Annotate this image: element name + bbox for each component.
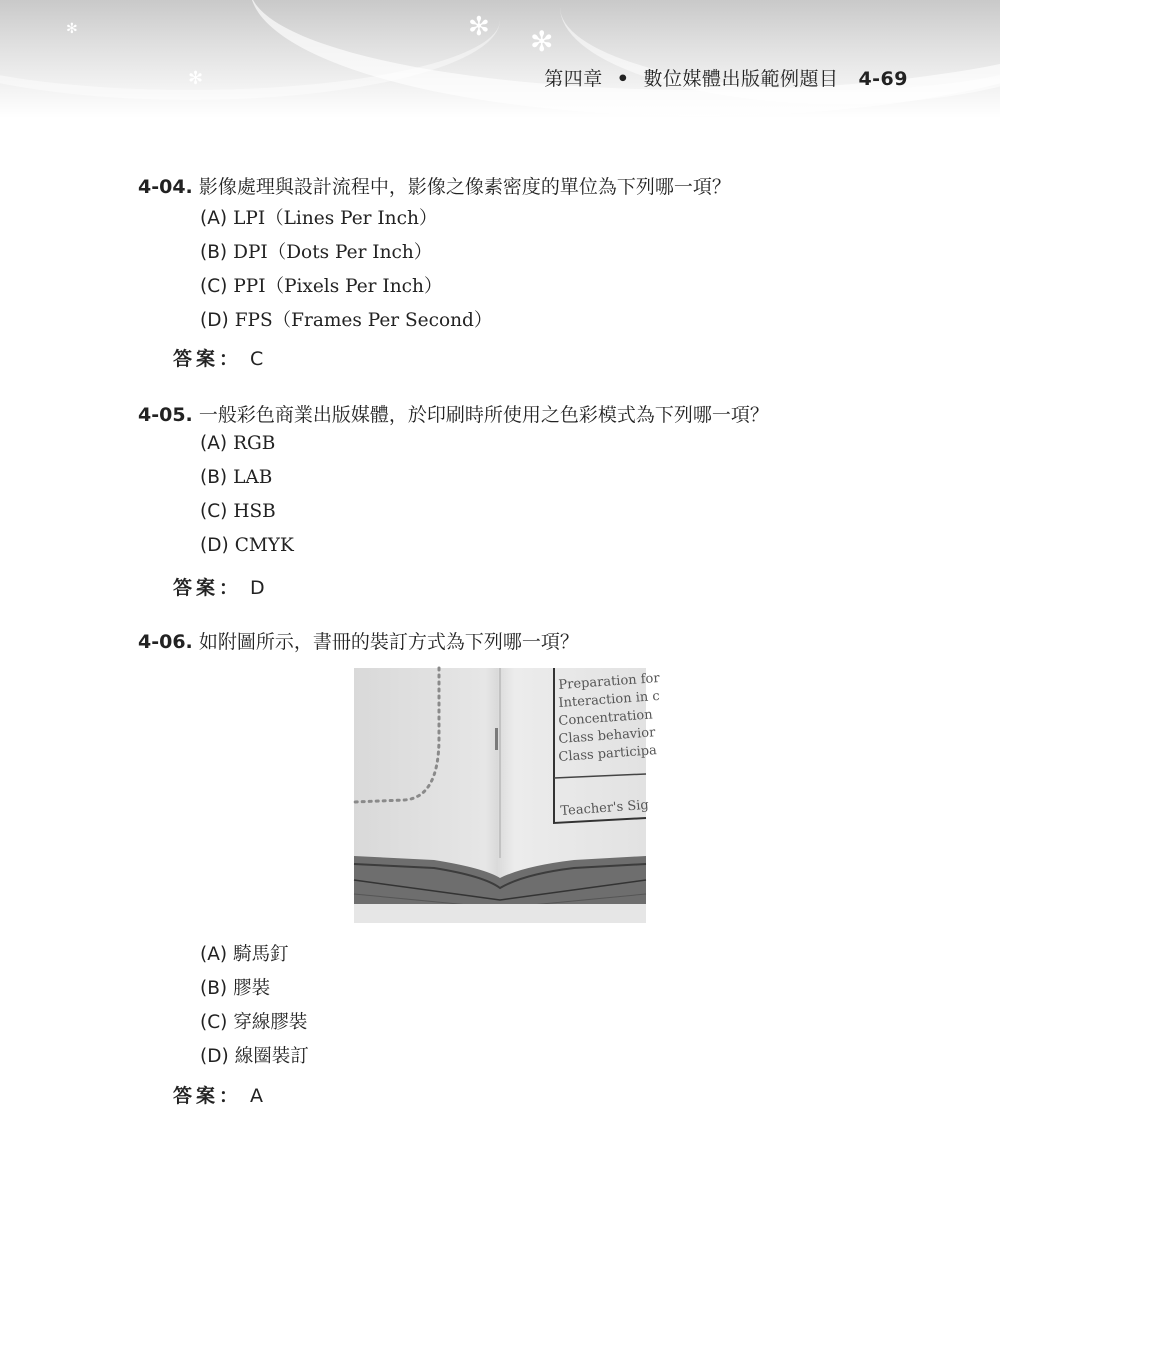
answer-line <box>173 1081 263 1108</box>
option-letter: (A) <box>200 944 228 965</box>
question-stem <box>138 400 769 427</box>
option-item <box>200 433 275 454</box>
option-item <box>200 940 289 966</box>
option-letter: (A) <box>200 208 228 229</box>
chapter-label: 第四章 <box>544 68 603 90</box>
option-letter: (D) <box>200 310 229 331</box>
page-number: 4-69 <box>858 68 908 90</box>
option-item <box>200 467 272 488</box>
question-number: 4-04. <box>138 176 193 198</box>
option-item <box>200 974 270 1000</box>
flower-icon: ✻ <box>66 21 78 37</box>
option-item <box>200 204 437 230</box>
option-letter: (A) <box>200 433 228 454</box>
book-text-line: Preparation for <box>558 670 661 693</box>
option-item <box>200 1008 307 1034</box>
option-letter: (C) <box>200 276 228 297</box>
option-item <box>200 306 492 332</box>
option-text: LAB <box>233 467 273 488</box>
question-number: 4-05. <box>138 404 193 426</box>
answer-label: 答案： <box>173 577 243 599</box>
book-text-line: Class behavior <box>558 725 656 747</box>
option-letter: (D) <box>200 1046 229 1067</box>
saddle-stitch-book-photo <box>354 668 661 923</box>
question-stem <box>138 627 579 654</box>
option-text: RGB <box>233 433 276 454</box>
option-item <box>200 501 276 522</box>
option-letter: (C) <box>200 501 228 522</box>
book-text-line: Class participa <box>558 743 658 765</box>
option-text: 騎馬釘 <box>233 944 289 965</box>
option-letter: (B) <box>200 242 228 263</box>
answer-line <box>173 344 263 371</box>
answer-line <box>173 573 265 600</box>
running-header <box>544 64 908 91</box>
option-text: FPS（Frames Per Second） <box>234 310 493 331</box>
option-item <box>200 272 442 298</box>
book-text-line: Concentration <box>558 707 654 729</box>
option-text: 膠裝 <box>233 978 271 999</box>
option-text: PPI（Pixels Per Inch） <box>233 276 443 297</box>
question-text: 如附圖所示，書冊的裝訂方式為下列哪一項？ <box>198 631 579 653</box>
option-text: CMYK <box>234 535 294 556</box>
option-letter: (D) <box>200 535 229 556</box>
flower-icon: ✻ <box>468 12 490 42</box>
option-text: 線圈裝訂 <box>234 1046 309 1067</box>
option-item <box>200 1042 309 1068</box>
answer-label: 答案： <box>173 348 243 370</box>
section-title: 數位媒體出版範例題目 <box>643 68 839 90</box>
answer-label: 答案： <box>173 1085 243 1107</box>
option-letter: (B) <box>200 978 228 999</box>
answer-value: A <box>250 1085 264 1107</box>
answer-value: C <box>250 348 264 370</box>
question-text: 一般彩色商業出版媒體，於印刷時所使用之色彩模式為下列哪一項？ <box>198 404 769 426</box>
option-letter: (B) <box>200 467 228 488</box>
answer-value: D <box>250 577 265 599</box>
page-header <box>0 0 1000 118</box>
option-item <box>200 238 432 264</box>
question-text: 影像處理與設計流程中，影像之像素密度的單位為下列哪一項？ <box>198 176 731 198</box>
option-text: 穿線膠裝 <box>233 1012 308 1033</box>
question-number: 4-06. <box>138 631 193 653</box>
option-letter: (C) <box>200 1012 228 1033</box>
option-item <box>200 535 294 556</box>
option-text: LPI（Lines Per Inch） <box>233 208 438 229</box>
question-stem <box>138 172 731 199</box>
flower-icon: ✻ <box>188 68 204 89</box>
book-signature-text: Teacher's Sig <box>560 797 650 819</box>
book-text-line: Interaction in c <box>558 688 661 711</box>
flower-icon: ✻ <box>530 25 554 58</box>
option-text: DPI（Dots Per Inch） <box>233 242 433 263</box>
option-text: HSB <box>233 501 276 522</box>
header-bullet: • <box>616 68 630 90</box>
